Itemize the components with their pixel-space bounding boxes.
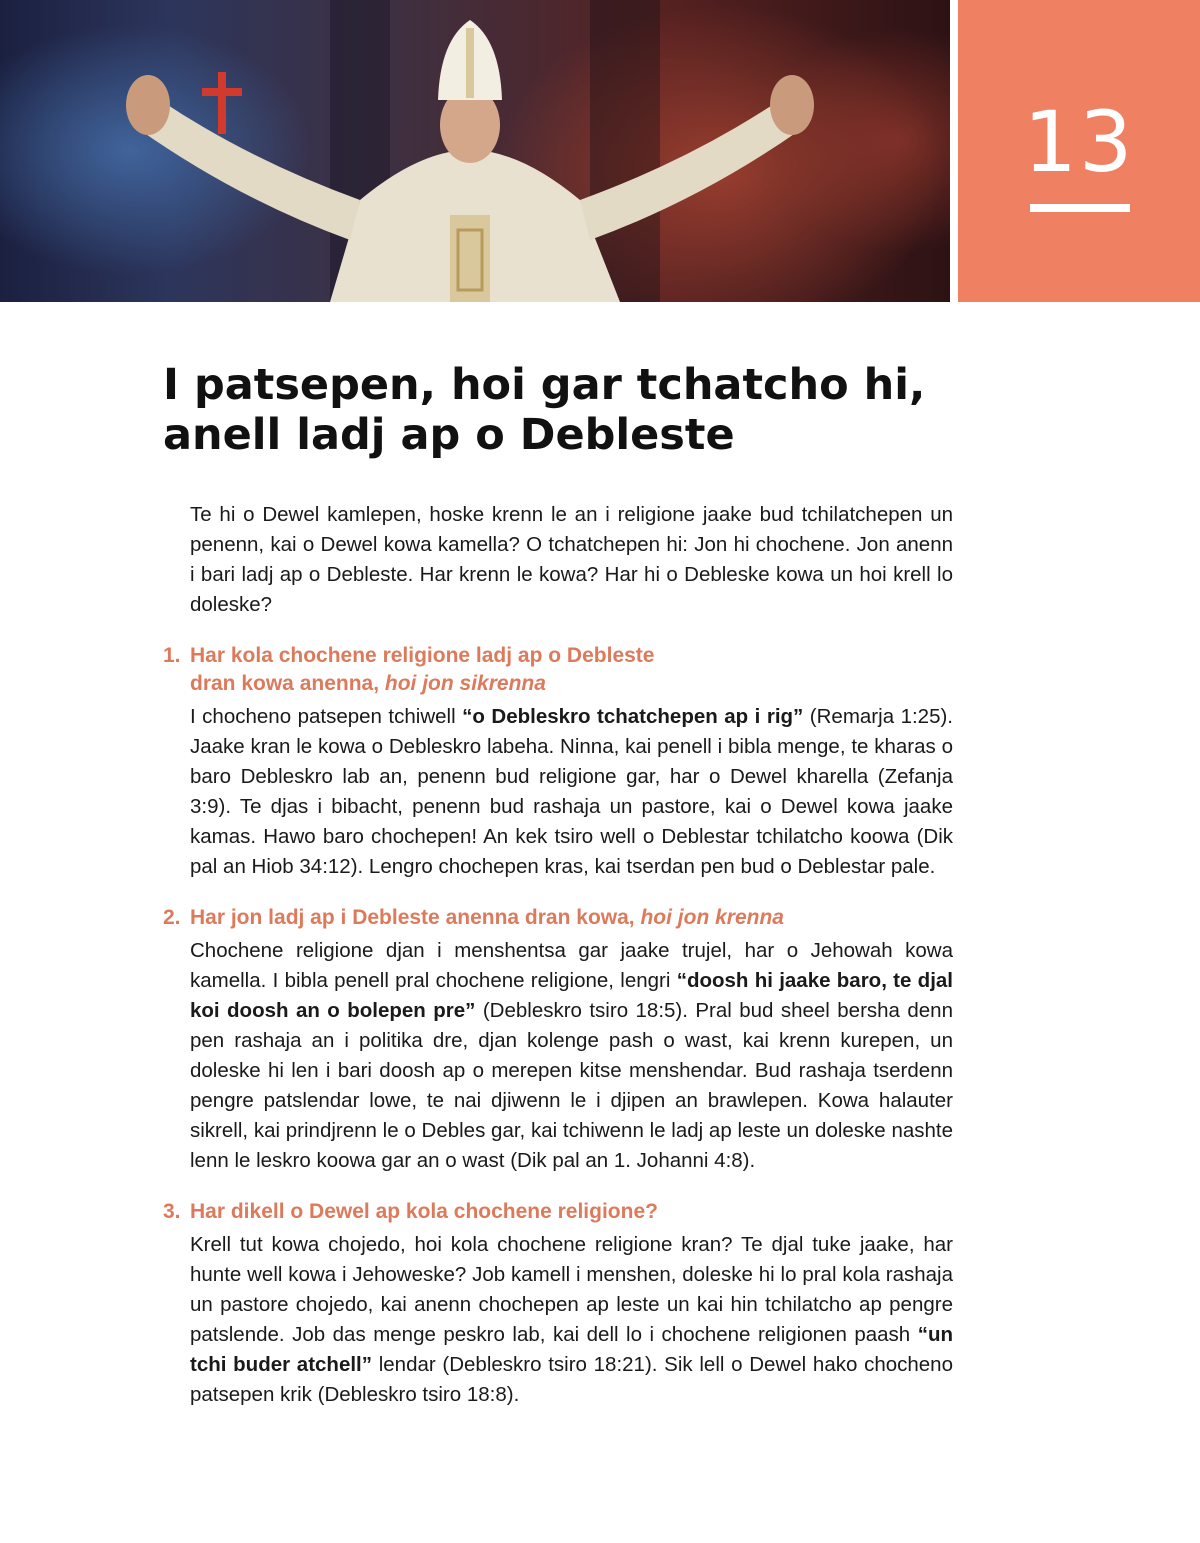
title-line-2: anell ladj ap o Debleste <box>163 410 735 460</box>
question-3-text: Har dikell o Dewel ap kola chochene religione? <box>190 1200 658 1223</box>
question-1-italic: hoi jon sikrenna <box>384 672 546 695</box>
chapter-underline <box>1030 204 1130 212</box>
question-1-line-1: Har kola chochene religione ladj ap o Debleste <box>190 644 655 667</box>
cathedral-priest-illustration <box>0 0 950 302</box>
answer-3-text-a: Krell tut kowa chojedo, hoi kola chochene religione kran? Te djal tuke jaake, har hunte well kowa i Jehoweske? Job kamell i menshen, doleske hi lo pral kola rashaja un pastore chojedo, kai anenn chochepen ap leste un kai hin tchilatcho ap pengre patslende. Job das menge peskro lab, kai dell lo i chochene religionen paash <box>190 1233 953 1346</box>
answer-3-text-c: lendar (Debleskro tsiro 18:21). Sik lell o Dewel hako chocheno patsepen krik (Debleskro tsiro 18:8). <box>190 1353 953 1406</box>
question-2-number: 2. <box>163 906 181 929</box>
answer-2-quote: “doosh hi jaake baro, te djal koi doosh an o bolepen pre” <box>190 969 953 1022</box>
answer-3-quote: “un tchi buder atchell” <box>190 1323 953 1376</box>
hero-image <box>0 0 950 302</box>
question-2-italic: hoi jon krenna <box>640 906 784 929</box>
question-1-number: 1. <box>163 644 181 667</box>
question-2-text: Har jon ladj ap i Debleste anenna dran kowa, <box>190 906 641 929</box>
chapter-badge <box>958 0 1200 302</box>
article-body <box>163 500 953 1410</box>
chapter-number: 13 <box>1023 93 1135 191</box>
question-3-heading <box>163 1198 953 1226</box>
question-1-line-2: dran kowa anenna, <box>190 672 385 695</box>
answer-1-text-c: (Remarja 1:25). Jaake kran le kowa o Debleskro labeha. Ninna, kai penell i bibla menge, te kharas o baro Debleskro lab an, penenn bud religione gar, har o Dewel kharella (Zefanja 3:9). Te djas i bibacht, penenn bud rashaja un pastore, kai o Dewel kowa jaake kamas. Hawo baro chochepen! An kek tsiro well o Deblestar tchilatcho koowa (Dik pal an Hiob 34:12). Lengro chochepen kras, kai tserdan pen bud o Deblestar pale. <box>190 705 954 878</box>
intro-paragraph: Te hi o Dewel kamlepen, hoske krenn le an i religione jaake bud tchilatchepen un penenn, kai o Dewel kowa kamella? O tchatchepen hi: Jon hi chochene. Jon anenn i bari ladj ap o Debleste. Har krenn le kowa? Har hi o Debleske kowa un hoi krell lo doleske? <box>190 503 953 616</box>
title-line-1: I patsepen, hoi gar tchatcho hi, <box>163 360 926 410</box>
answer-1-quote: “o Debleskro tchatchepen ap i rig” <box>462 705 804 728</box>
answer-1-text-a: I chocheno patsepen tchiwell <box>190 705 463 728</box>
page-title <box>163 360 983 460</box>
answer-2-text-a: Chochene religione djan i menshentsa gar jaake trujel, har o Jehowah kowa kamella. I bibla penell pral chochene religione, lengri <box>190 939 953 992</box>
question-1-heading <box>163 642 953 698</box>
answer-2-paragraph <box>190 936 953 1176</box>
answer-2-text-c: (Debleskro tsiro 18:5). Pral bud sheel bersha denn pen rashaja an i politika dre, djan kolenge pash o wast, kai krenn kurepen, un doleske hi len i bari doosh ap o merepen kitse menshendar. Bud rashaja tserdenn pengre patslendar lowe, te nai djiwenn le i djipen an brawlepen. Kowa halauter sikrell, kai prindjrenn le o Debles gar, kai tchiwenn le ladj ap leste un doleske nashte lenn le leskro koowa gar an o wast (Dik pal an 1. Johanni 4:8). <box>190 999 953 1172</box>
answer-1-paragraph <box>190 702 953 882</box>
question-3-number: 3. <box>163 1200 181 1223</box>
answer-3-paragraph <box>190 1230 953 1410</box>
question-2-heading <box>163 904 953 932</box>
